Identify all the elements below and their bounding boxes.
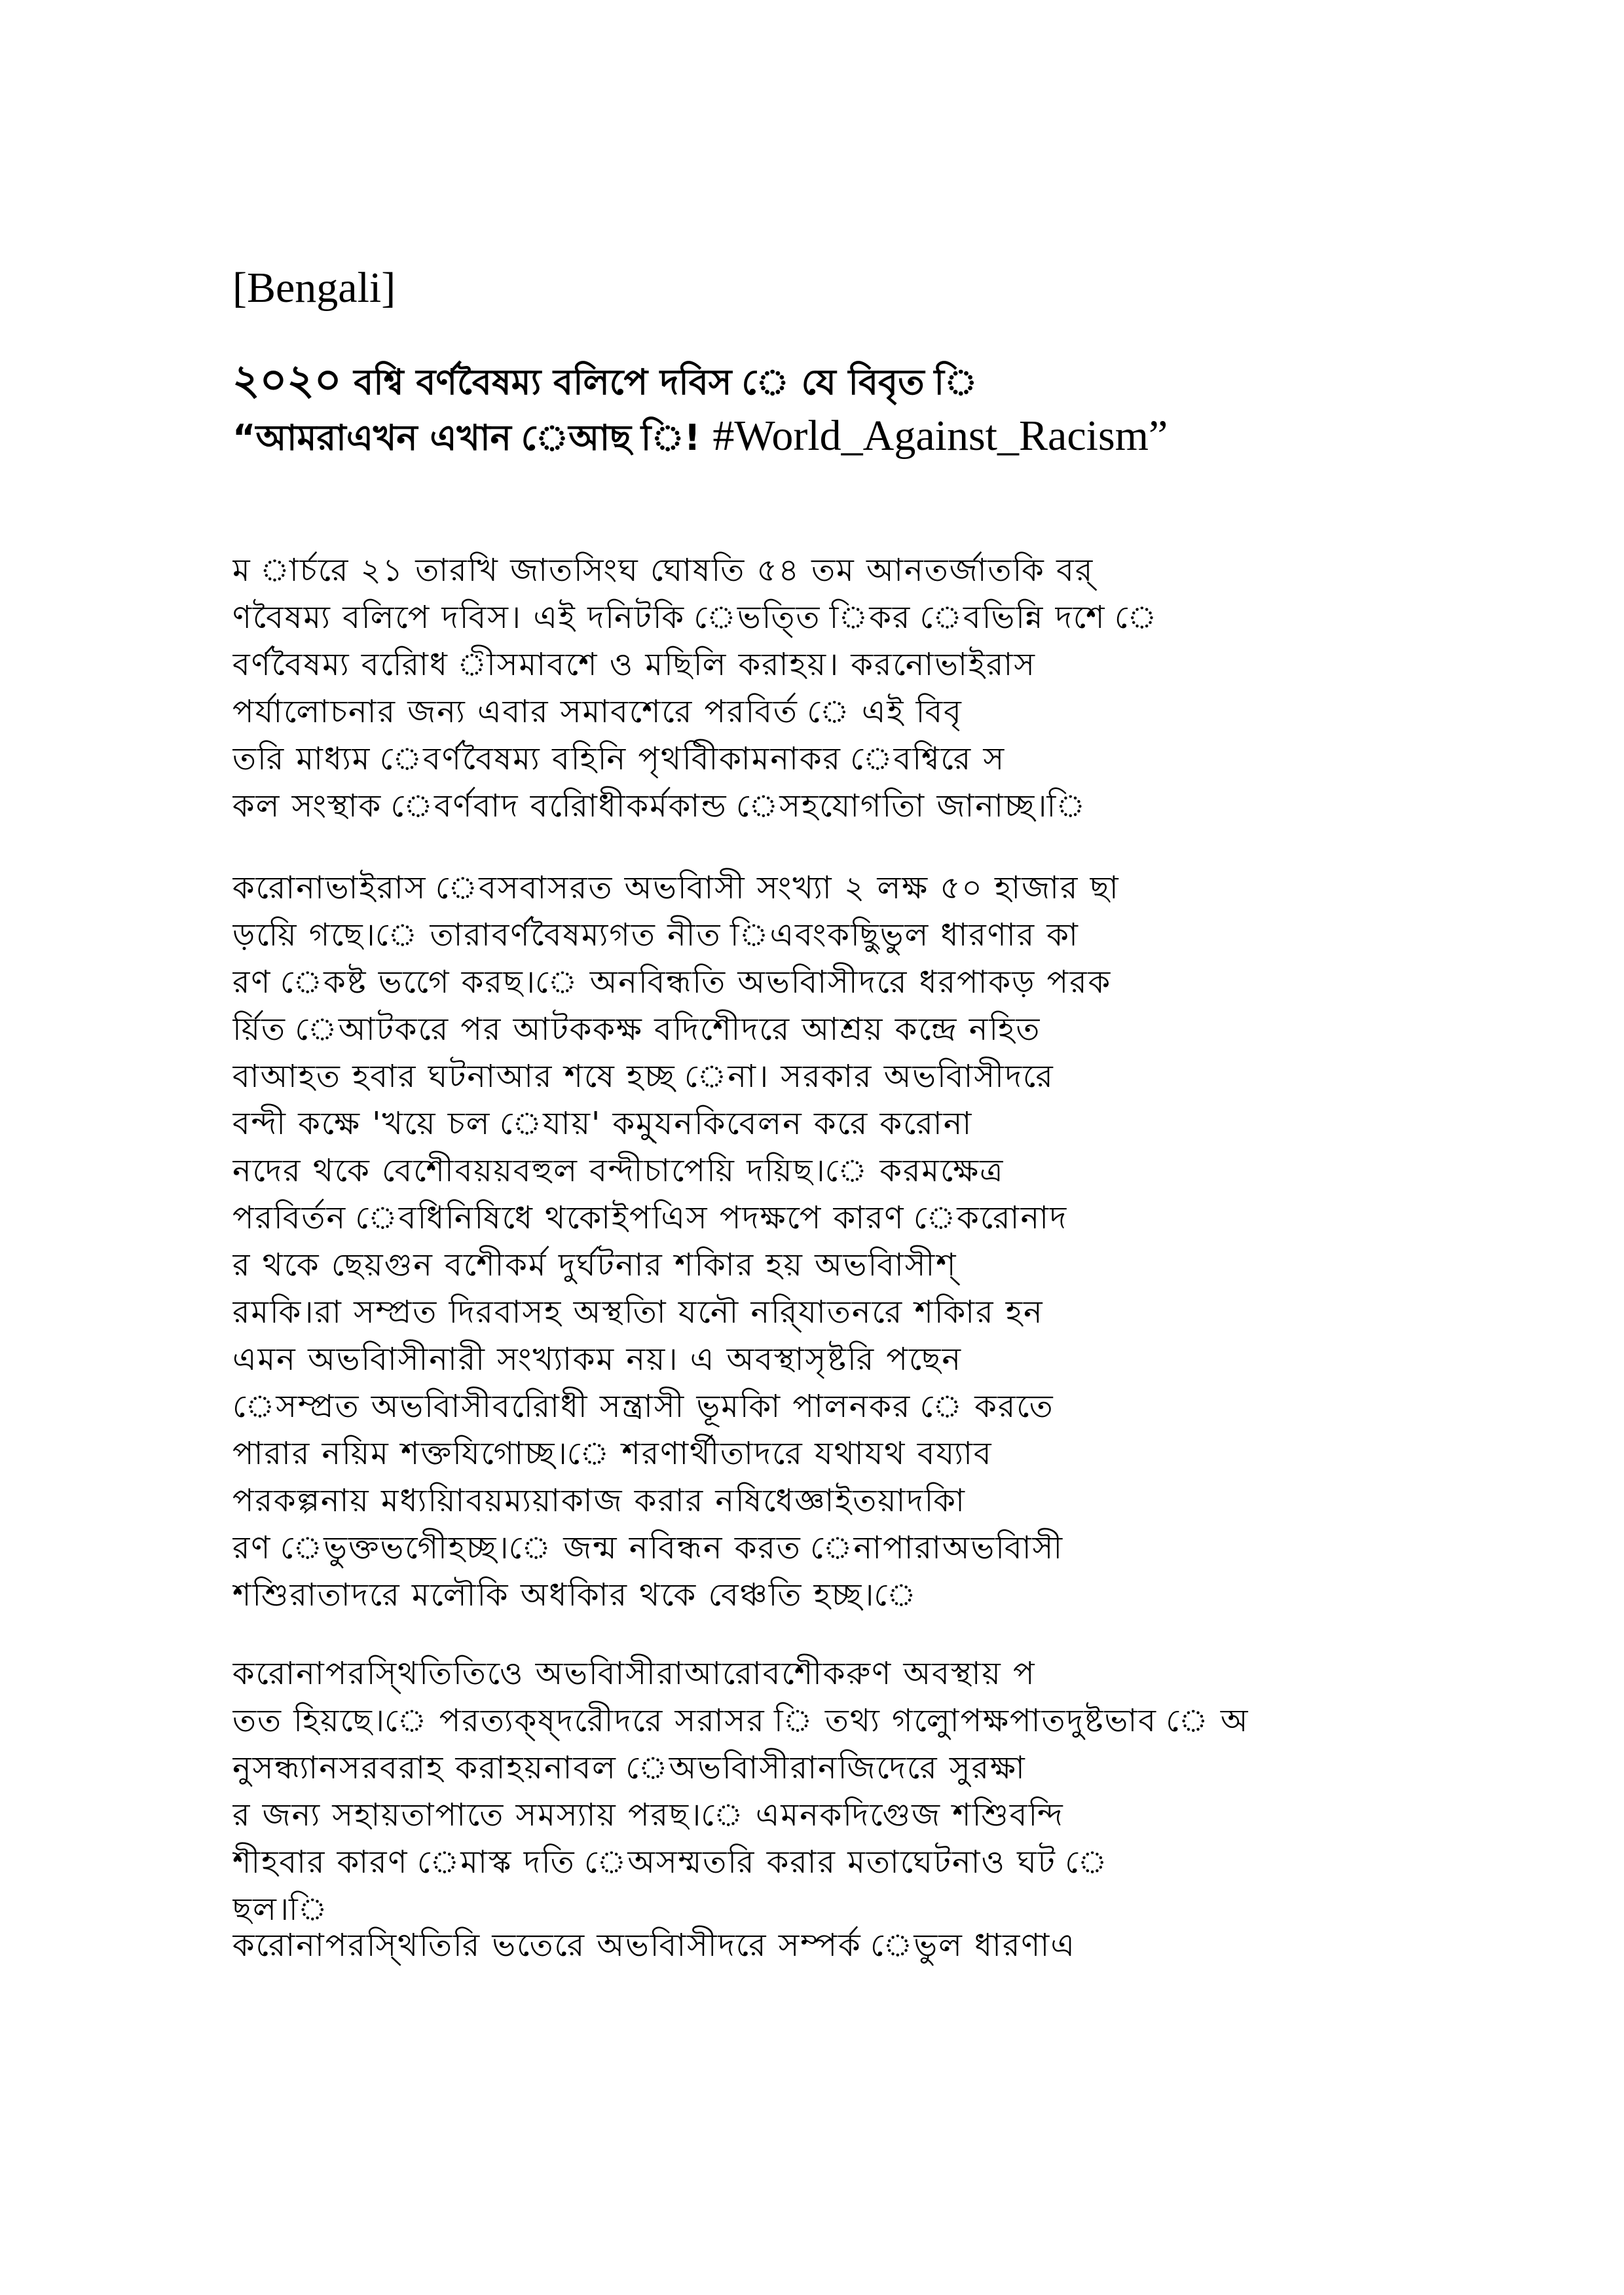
paragraph-line: র্য়িত েআটকরে পর আটককক্ষ বদিশেীদরে আশ্রয় কন্দ্রে নহিত [232, 1011, 1041, 1048]
paragraph-line: র জন্য সহায়তাপাতে সমস্যায় পরছ।ে এমনকদিগেুজ শশিুবন্দি [232, 1797, 1064, 1833]
paragraph-line: র থকে ছেয়গুন বশেীকর্ম দুর্ঘটনার শকিার হয় অভবিাসীশ্ [232, 1247, 957, 1283]
paragraph-line: ছল।ি [232, 1891, 329, 1928]
paragraph-line: ণবৈষম্য বলিপে দবিস। এই দনিটকি েভতি্ত িকর েবভিন্নি দশে ে [232, 599, 1158, 636]
paragraph-line: রণ েকষ্ট ভগেে করছ।ে অনবিন্ধতি অভবিাসীদরে ধরপাকড় পরক [232, 964, 1112, 1001]
title-line-2-bengali: “আমরাএখন এখান েআছ ি! [232, 417, 713, 458]
title-year: ২০২০ [232, 356, 342, 405]
paragraph-line: েসম্প্রত অভবিাসীবরিোধী সন্ত্রাসী ভূমকিা পালনকর ে করতে [232, 1388, 1054, 1425]
paragraph-3 [232, 1650, 1424, 1933]
title-line-1 [232, 354, 1411, 409]
paragraph-4 [232, 1922, 1424, 1969]
paragraph-1 [232, 547, 1424, 830]
paragraph-2 [232, 864, 1424, 1619]
paragraph-line: পরবির্তন েবধিনিষিধে থকোইপএিস পদক্ষপে কারণ েকরোনাদ [232, 1200, 1068, 1236]
paragraph-line: বাআহত হবার ঘটনাআর শষে হচ্ছ েনা। সরকার অভবিাসীদরে [232, 1058, 1054, 1095]
paragraph-line: পরকল্পনায় মধ্যয়িাবয়ম্যয়াকাজ করার নষিধেজ্ঞাইতয়াদকিা [232, 1482, 966, 1519]
paragraph-line: শশিুরাতাদরে মলৌকি অধকিার থকে বেঞ্চতি হচ্ছ।ে [232, 1577, 917, 1613]
paragraph-line: কল সংস্থাক েবর্ণবাদ বরিোধীকর্মকান্ড েসহযোগতিা জানাচ্ছ।ি [232, 788, 1087, 824]
paragraph-line: নদের থকে বেশেীবয়য়বহুল বন্দীচাপেয়ি দয়িছ।ে করমক্ষেত্র [232, 1152, 1005, 1189]
paragraph-line: এমন অভবিাসীনারী সংখ্যাকম নয়। এ অবস্থাসৃষ্টরি পছেন [232, 1341, 962, 1378]
paragraph-line: রণ েভুক্তভগেীহচ্ছ।ে জন্ম নবিন্ধন করত েনাপারাঅভবিাসী [232, 1530, 1064, 1566]
paragraph-line: করোনাভাইরাস েবসবাসরত অভবিাসী সংখ্যা ২ লক্ষ ৫০ হাজার ছা [232, 870, 1120, 906]
document-title [232, 354, 1411, 465]
paragraph-line: পর্যালোচনার জন্য এবার সমাবশেরে পরবির্ত ে এই বিবৃ [232, 693, 963, 730]
paragraph-line: ম ার্চরে ২১ তারখি জাতসিংঘ ঘোষতি ৫৪ তম আনতর্জাতকি বর্ [232, 552, 1094, 589]
language-tag: [Bengali] [232, 264, 396, 312]
paragraph-line: বর্ণবৈষম্য বরিোধ ীসমাবশে ও মছিলি করাহয়। করনোভাইরাস [232, 646, 1036, 683]
paragraph-line: ড়য়িে গছে।ে তারাবর্ণবৈষম্যগত নীত িএবংকছিুভুল ধারণার কা [232, 917, 1079, 953]
title-hashtag: #World_Against_Racism” [712, 412, 1168, 460]
paragraph-line: পারার নয়িম শক্তযিগোচ্ছ।ে শরণার্থীতাদরে যথাযথ বয্যাব [232, 1435, 993, 1472]
paragraph-line: করোনাপরসি্থতিতিওে অভবিাসীরাআরোবশেীকরুণ অবস্থায় প [232, 1655, 1036, 1692]
paragraph-line: করোনাপরসি্থতিরি ভতেরে অভবিাসীদরে সম্পর্ক েভুল ধারণাএ [232, 1927, 1076, 1964]
paragraph-line: নুসন্ধ্যানসরবরাহ করাহয়নাবল েঅভবিাসীরানজিদেরে সুরক্ষা [232, 1750, 1026, 1786]
title-line-1-text: বশ্বি বর্ণবৈষম্য বলিপে দবিস ে যে বিবৃত ি [341, 361, 978, 403]
paragraph-line: শীহবার কারণ েমাস্ক দতি েঅসম্মতরি করার মতাঘেটনাও ঘট ে [232, 1844, 1109, 1881]
paragraph-line: বন্দী কক্ষে 'খয়ে চল েযায়' কমু্যনকিবেলন করে করোনা [232, 1105, 973, 1142]
paragraph-line: তত হিয়ছে।ে পরত্যক্ষ্দরেীদরে সরাসর ি তথ্য গলুোপক্ষপাতদুষ্টভাব ে অ [232, 1702, 1249, 1739]
title-line-2 [232, 409, 1411, 465]
paragraph-line: তরি মাধ্যম েবর্ণবৈষম্য বহিনি পৃথবিীকামনাকর েবশ্বিরে স [232, 741, 1006, 777]
paragraph-line: রমকি।রা সম্প্রত দিরবাসহ অস্থতিা যনৌ নরি্যাতনরে শকিার হন [232, 1294, 1044, 1331]
